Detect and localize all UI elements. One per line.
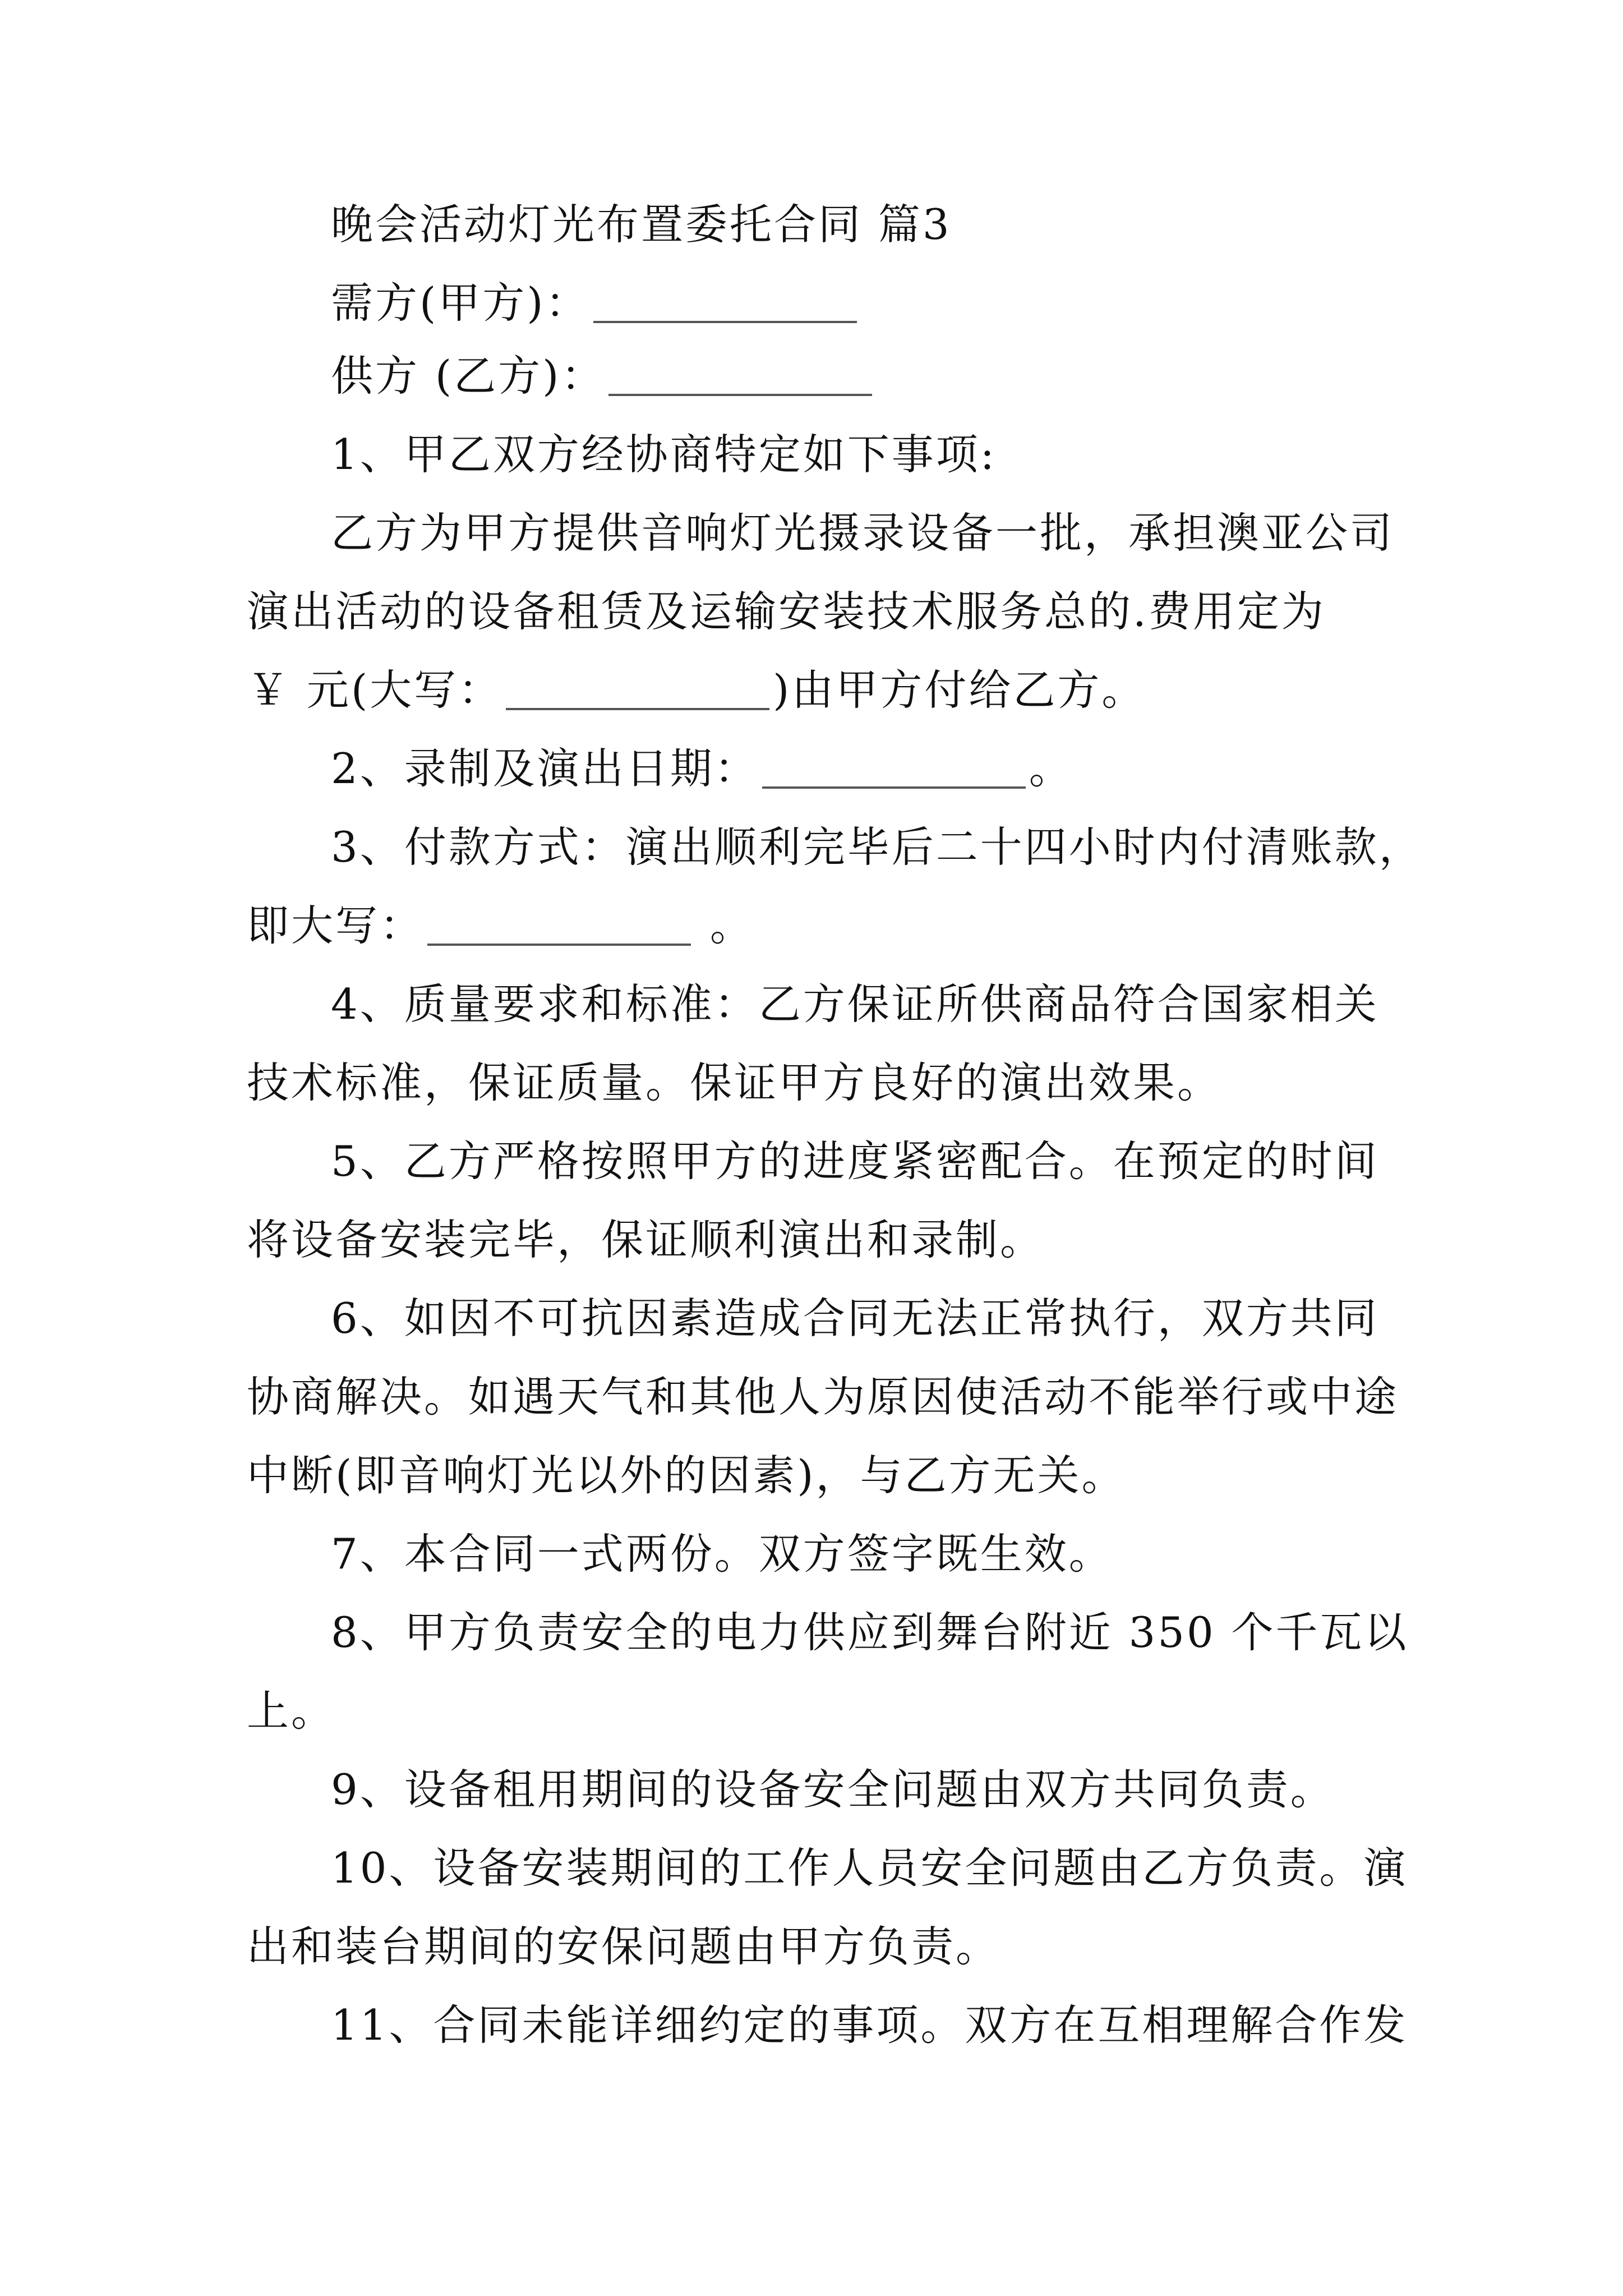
clause-6-line-3 — [247, 1447, 1126, 1503]
payment-in-words-blank — [427, 944, 691, 946]
clause-5-line-2-text: 将设备安装完毕，保证顺利演出和录制。 — [247, 1215, 1045, 1264]
clause-3-line-2-label: 即大写： — [247, 901, 425, 950]
clause-1-body-line-2 — [247, 583, 1326, 639]
clause-1-heading — [331, 426, 997, 482]
clause-6-line-3-text: 中断(即音响灯光以外的因素)，与乙方无关。 — [247, 1451, 1126, 1500]
clause-3-line-1 — [331, 819, 1423, 875]
clause-6-line-2-text: 协商解决。如遇天气和其他人为原因使活动不能举行或中途 — [247, 1372, 1399, 1421]
clause-4-line-1-text: 4、质量要求和标准：乙方保证所供商品符合国家相关 — [331, 979, 1379, 1029]
clause-4-line-2 — [247, 1055, 1221, 1111]
clause-5-line-1-text: 5、乙方严格按照甲方的进度紧密配合。在预定的时间 — [331, 1137, 1379, 1186]
clause-10-line-2 — [247, 1918, 1000, 1975]
clause-8-line-2-text: 上。 — [247, 1686, 336, 1736]
clause-10-line-1-text: 10、设备安装期间的工作人员安全问题由乙方负责。演 — [331, 1843, 1408, 1893]
clause-1-amount-label: ￥ 元(大写： — [247, 665, 503, 715]
clause-10-line-2-text: 出和装台期间的安保问题由甲方负责。 — [247, 1922, 1000, 1971]
party-a-blank — [593, 321, 857, 323]
clause-11 — [331, 1997, 1408, 2053]
clause-6-line-2 — [247, 1369, 1399, 1425]
clause-8-line-1-text: 8、甲方负责安全的电力供应到舞台附近 350 个千瓦以 — [331, 1608, 1409, 1657]
clause-6-line-1 — [331, 1290, 1379, 1346]
document-title — [331, 196, 952, 252]
clause-3-line-1-text: 3、付款方式：演出顺利完毕后二十四小时内付清账款， — [331, 822, 1423, 872]
clause-8-line-1 — [331, 1604, 1409, 1660]
party-b-label: 供方 (乙方)： — [331, 351, 606, 401]
party-b-blank — [608, 394, 872, 396]
clause-6-line-1-text: 6、如因不可抗因素造成合同无法正常执行，双方共同 — [331, 1294, 1379, 1343]
clause-2-suffix: 。 — [1029, 744, 1073, 793]
clause-9-text: 9、设备租用期间的设备安全问题由双方共同负责。 — [331, 1765, 1335, 1814]
clause-1-body-line-2-text: 演出活动的设备租赁及运输安装技术服务总的.费用定为 — [247, 587, 1326, 636]
clause-3-line-2 — [247, 898, 754, 954]
clause-1-body-line-3 — [247, 662, 1146, 718]
performance-date-blank — [762, 786, 1026, 789]
clause-1-body-line-1 — [331, 505, 1394, 561]
document-title-text: 晚会活动灯光布置委托合同 篇3 — [331, 200, 952, 249]
clause-2 — [331, 740, 1073, 797]
clause-4-line-1 — [331, 976, 1379, 1032]
clause-5-line-1 — [331, 1133, 1379, 1189]
clause-1-heading-text: 1、甲乙双方经协商特定如下事项: — [331, 430, 997, 479]
clause-7-text: 7、本合同一式两份。双方签字既生效。 — [331, 1529, 1113, 1579]
party-b-line — [331, 348, 875, 404]
party-a-label: 需方(甲方)： — [331, 278, 590, 328]
clause-1-amount-suffix: )由甲方付给乙方。 — [773, 665, 1146, 715]
clause-9 — [331, 1761, 1335, 1818]
clause-11-text: 11、合同未能详细约定的事项。双方在互相理解合作发 — [331, 2000, 1408, 2050]
clause-8-line-2 — [247, 1683, 335, 1739]
clause-5-line-2 — [247, 1212, 1044, 1268]
clause-10-line-1 — [331, 1840, 1408, 1896]
clause-2-label: 2、录制及演出日期： — [331, 744, 759, 793]
clause-3-line-2-suffix: 。 — [694, 901, 754, 950]
clause-1-body-line-1-text: 乙方为甲方提供音响灯光摄录设备一批，承担澳亚公司 — [331, 508, 1395, 558]
clause-7 — [331, 1526, 1113, 1582]
clause-4-line-2-text: 技术标准，保证质量。保证甲方良好的演出效果。 — [247, 1058, 1222, 1107]
party-a-line — [331, 275, 860, 331]
amount-in-words-blank — [506, 708, 769, 710]
